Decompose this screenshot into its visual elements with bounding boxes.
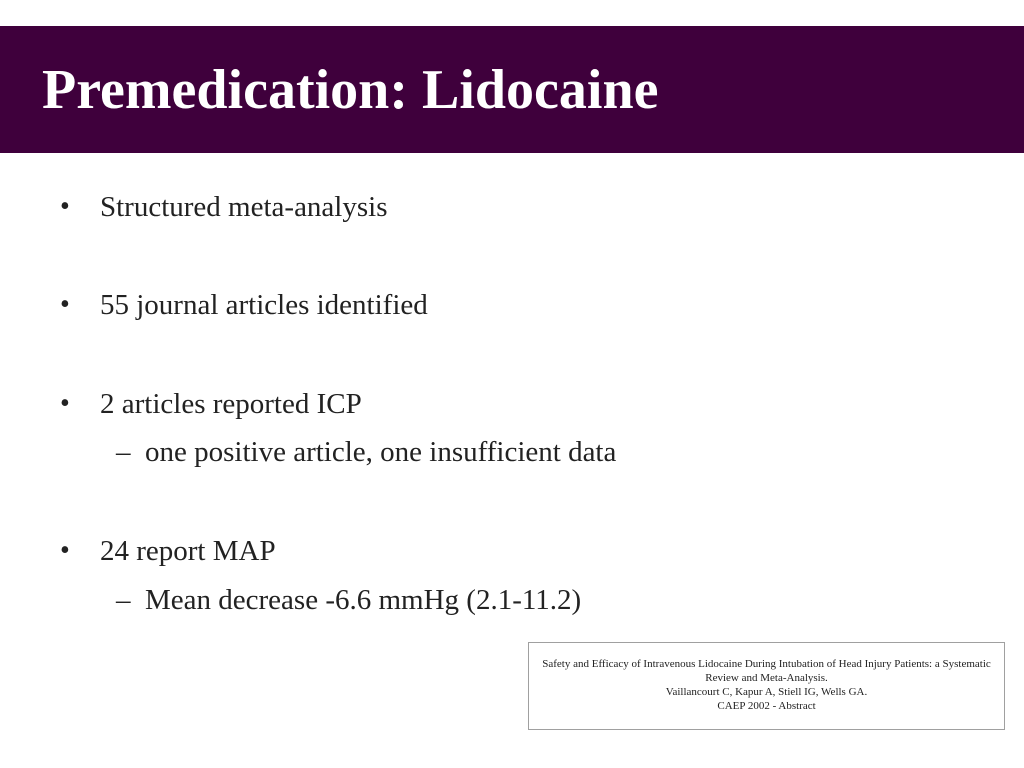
bullet-icp-articles: 2 articles reported ICP <box>100 388 362 420</box>
bullet-marker: • <box>60 388 70 419</box>
sub-bullet-marker: – <box>116 436 131 468</box>
sub-bullet-map-detail: Mean decrease -6.6 mmHg (2.1-11.2) <box>145 584 582 616</box>
sub-bullet-marker: – <box>116 584 131 616</box>
slide-title: Premedication: Lidocaine <box>42 59 659 121</box>
bullet-marker: • <box>60 191 70 222</box>
bullet-journal-articles: 55 journal articles identified <box>100 289 428 321</box>
bullet-map-report: 24 report MAP <box>100 535 276 567</box>
citation-title: Safety and Efficacy of Intravenous Lidocaine During Intubation of Head Injury Patients: a Systematic Review and Meta-Analysis. <box>542 658 991 684</box>
citation-box <box>528 642 1005 730</box>
sub-bullet-icp-detail: one positive article, one insufficient data <box>145 436 617 468</box>
citation-authors: Vaillancourt C, Kapur A, Stiell IG, Wells GA. <box>665 686 868 698</box>
bullet-marker: • <box>60 535 70 566</box>
bullet-marker: • <box>60 289 70 320</box>
bullet-structured-meta-analysis: Structured meta-analysis <box>100 191 388 223</box>
citation-source: CAEP 2002 - Abstract <box>717 700 816 712</box>
